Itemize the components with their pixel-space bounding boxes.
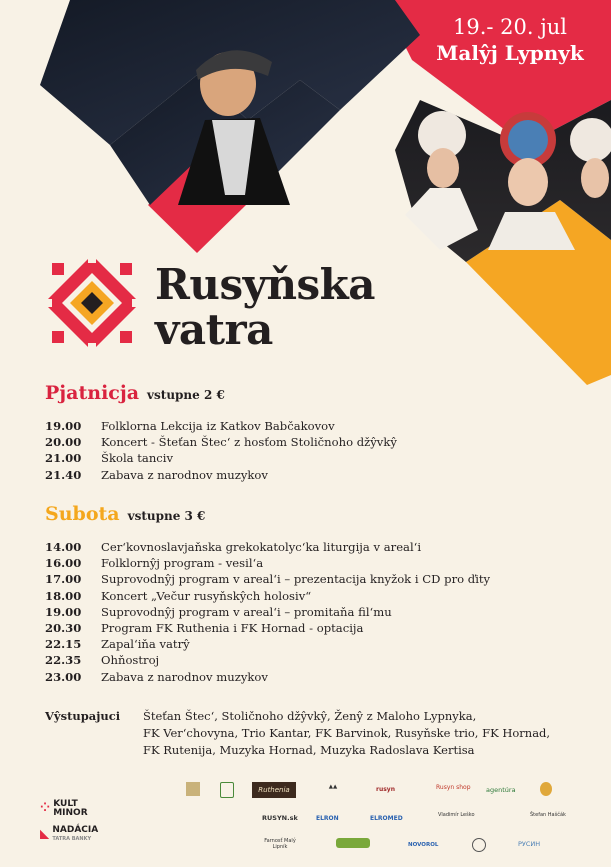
kult-minor-dots-icon: ⁘	[40, 800, 51, 815]
flowers-logo-icon	[336, 838, 370, 848]
schedule-time: 22.35	[45, 653, 82, 668]
saturday-heading	[45, 503, 205, 525]
event-place: Malŷj Lypnyk	[436, 41, 584, 65]
building-logo-icon: ▲▲	[328, 784, 338, 790]
schedule-row	[45, 434, 397, 450]
elron-logo: ELRON	[316, 815, 339, 822]
schedule-text: Koncert - Šteťan Štec‘ z hosťom Stoličnoho džŷvkŷ	[101, 435, 397, 450]
farnost-logo: Farnosť Malý Lipník	[264, 838, 296, 850]
nadacia-line1: NADÁCIA	[52, 825, 99, 835]
schedule-row	[45, 669, 490, 685]
performers-line: FK Ver‘chovyna, Trio Kantar, FK Barvinok, Rusyňske trio, FK Hornad,	[143, 726, 551, 740]
friday-heading	[45, 382, 225, 404]
schedule-text: Ohňostroj	[101, 653, 160, 668]
schedule-row	[45, 555, 490, 571]
schedule-time: 18.00	[45, 588, 82, 603]
woman2-face	[508, 158, 548, 206]
festival-title-line1: Rusyňska	[155, 260, 375, 309]
schedule-row	[45, 620, 490, 636]
woman3-face	[581, 158, 609, 198]
performers-line: Šteťan Štec‘, Stoličnoho džŷvkŷ, Ženŷ z Maloho Lypnyka,	[143, 709, 477, 723]
saturday-schedule	[45, 539, 490, 685]
event-dates: 19.- 20. jul	[453, 15, 567, 39]
friday-schedule	[45, 418, 397, 483]
schedule-row	[45, 636, 490, 652]
schedule-row	[45, 539, 490, 555]
woman1-face	[427, 148, 459, 188]
green-emblem-icon	[220, 782, 234, 798]
schedule-row	[45, 418, 397, 434]
schedule-row	[45, 571, 490, 587]
event-date-banner	[420, 14, 600, 66]
schedule-time: 21.40	[45, 467, 82, 482]
kult-minor-line2: MINOR	[53, 808, 88, 818]
rusyn-cyrillic-logo: РУСИН	[518, 840, 541, 848]
schedule-text: Škola tanciv	[101, 451, 174, 466]
woman2-headdress-band	[508, 120, 548, 160]
schedule-text: Program FK Ruthenia i FK Hornad - optacija	[101, 621, 364, 636]
agentura-logo: agentúra	[486, 786, 516, 794]
saturday-entry-fee: vstupne 3 €	[127, 509, 206, 523]
schedule-text: Folklorna Lekcija iz Katkov Babčakovov	[101, 419, 335, 433]
round-emblem-icon	[540, 782, 552, 796]
schedule-text: Zapal‘iňa vatrŷ	[101, 637, 190, 652]
rusyn-shop-logo: Rusyn shop	[436, 784, 471, 791]
schedule-text: Folklornŷj program - vesil‘a	[101, 556, 264, 571]
ruthenia-logo: Ruthenia	[252, 782, 296, 798]
novorol-logo: NOVOROL	[408, 842, 439, 848]
schedule-text: Cer‘kovnoslavjaňska grekokatolyc‘ka liturgija v areal‘i	[101, 540, 422, 554]
schedule-time: 14.00	[45, 540, 82, 554]
festival-title	[155, 262, 375, 352]
friday-day-name: Pjatnicja	[45, 382, 140, 404]
rusyn-sk-logo: RUSYN.sk	[262, 814, 298, 822]
rusyn-logo: rusyn	[376, 786, 395, 793]
schedule-row	[45, 467, 397, 483]
schedule-time: 17.00	[45, 572, 82, 587]
nadacia-logo	[40, 826, 98, 844]
schedule-time: 20.30	[45, 621, 82, 636]
friday-entry-fee: vstupne 2 €	[147, 388, 225, 402]
schedule-text: Suprovodnŷj program v areal‘i – prezentacija knyžok i CD pro ďity	[101, 572, 491, 587]
elromed-logo: ELROMED	[370, 815, 403, 822]
schedule-time: 22.15	[45, 637, 82, 652]
stefan-hascak-logo: Štefan Haščák	[530, 812, 566, 818]
schedule-row	[45, 450, 397, 466]
schedule-text: Suprovodnŷj program v areal‘i – promitaňa fil‘mu	[101, 604, 392, 619]
schedule-time: 19.00	[45, 419, 82, 433]
schedule-time: 19.00	[45, 604, 82, 619]
schedule-time: 23.00	[45, 669, 82, 684]
schedule-text: Koncert „Večur rusyňskŷch holosiv“	[101, 588, 312, 603]
schedule-row	[45, 588, 490, 604]
nadacia-mark-icon: ◣	[40, 826, 50, 841]
festival-title-line2: vatra	[155, 305, 273, 354]
coat-of-arms-icon	[186, 782, 200, 796]
folk-emblem	[44, 255, 140, 351]
schedule-time: 20.00	[45, 435, 82, 450]
schedule-text: Zabava z narodnov muzykov	[101, 467, 268, 482]
saturday-day-name: Subota	[45, 503, 120, 525]
nadacia-line2: TATRA BANKY	[52, 836, 92, 842]
performers-line: FK Rutenija, Muzyka Hornad, Muzyka Radoslava Kertisa	[143, 743, 475, 757]
schedule-row	[45, 652, 490, 668]
schedule-time: 21.00	[45, 451, 82, 466]
schedule-time: 16.00	[45, 556, 82, 571]
vladimir-lesko-logo: Vladimír Leško	[438, 812, 475, 818]
schedule-row	[45, 604, 490, 620]
kult-minor-logo	[40, 800, 88, 818]
schedule-text: Zabava z narodnov muzykov	[101, 669, 268, 684]
performers-list	[143, 708, 550, 759]
kult-minor-line1: KULT	[53, 799, 78, 809]
circle-emblem-icon	[472, 838, 486, 852]
performers-label: Vŷstupajuci	[45, 709, 121, 723]
